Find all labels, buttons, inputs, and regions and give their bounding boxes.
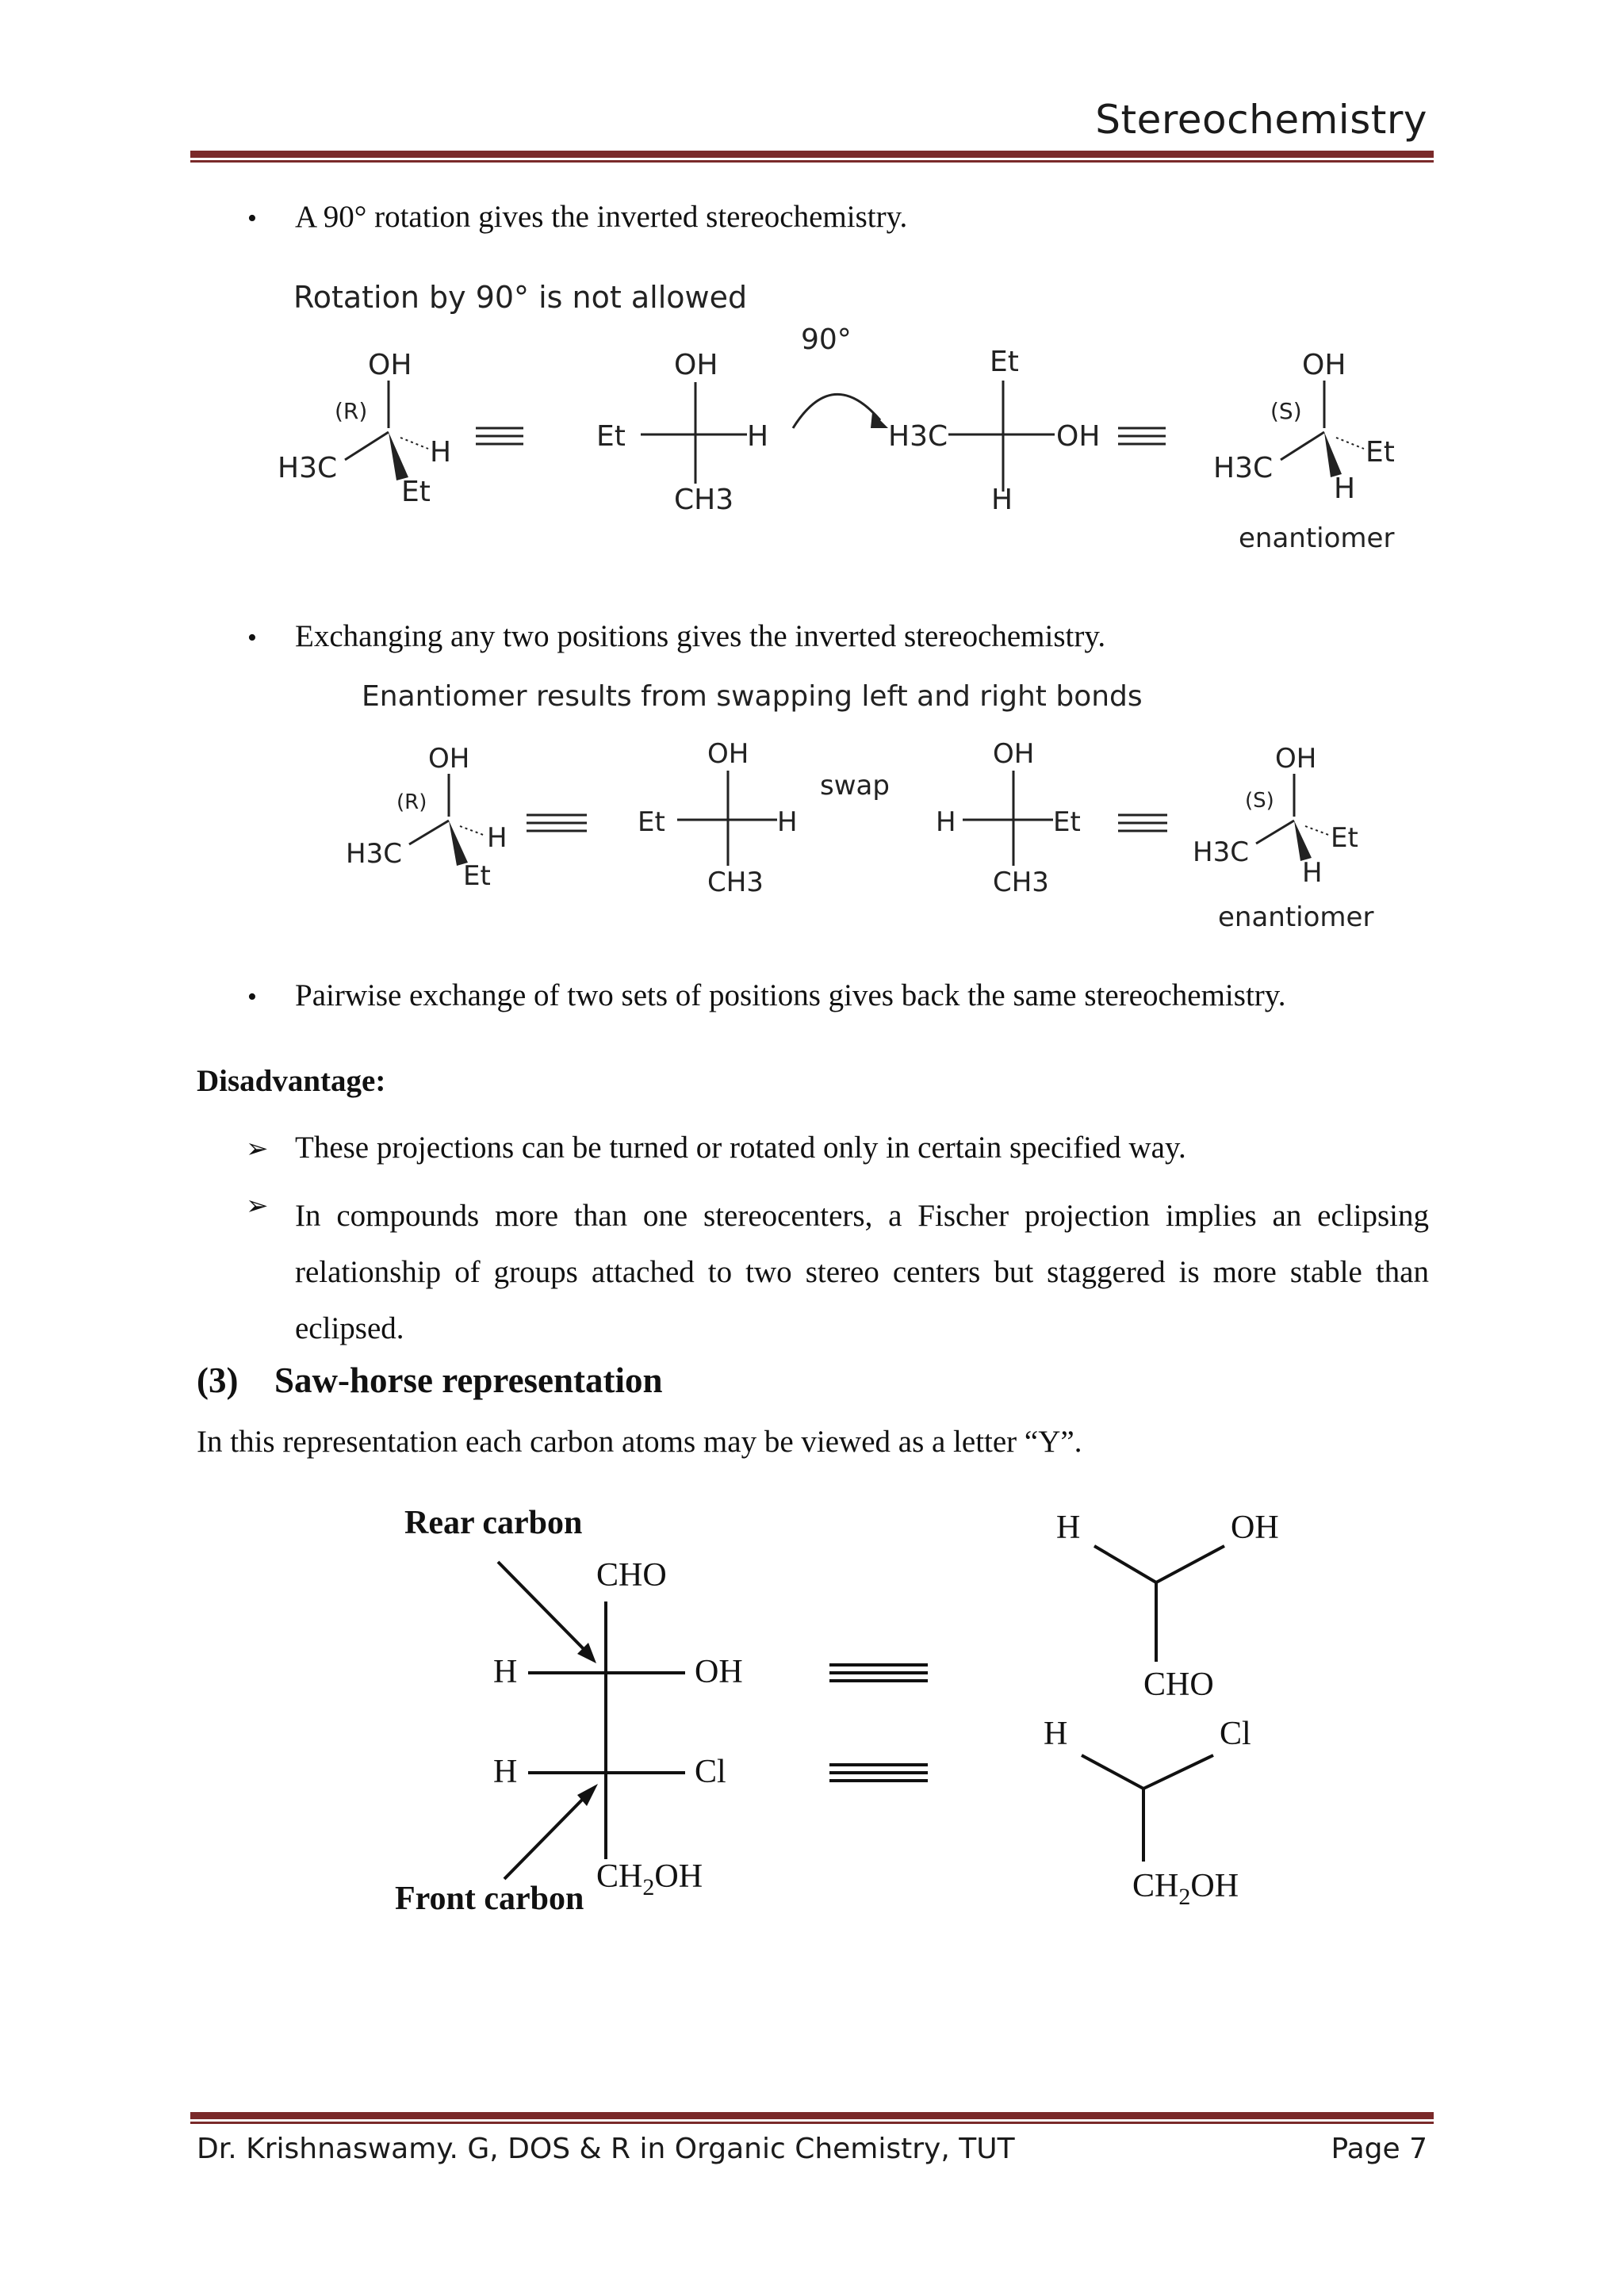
svg-text:H: H	[493, 1654, 518, 1690]
disadvantage-heading: Disadvantage:	[197, 1064, 386, 1098]
arrow-bullet-icon: ➢	[246, 1135, 269, 1164]
svg-text:OH: OH	[993, 738, 1035, 770]
svg-text:H: H	[747, 420, 769, 453]
svg-text:Et: Et	[596, 420, 626, 453]
svg-text:H: H	[777, 806, 798, 838]
equivalence-1	[476, 428, 523, 444]
wedge-molecule-s-2	[1193, 743, 1373, 933]
figure2-caption: Enantiomer results from swapping left and right bonds	[362, 680, 1143, 713]
svg-text:H: H	[487, 822, 508, 854]
section-title: Saw-horse representation	[274, 1360, 663, 1400]
svg-text:H: H	[1056, 1510, 1081, 1546]
sawhorse-bonds	[498, 1562, 685, 1879]
wedge-molecule-r-2	[346, 743, 508, 892]
svg-text:Et: Et	[463, 860, 491, 892]
svg-text:OH: OH	[1056, 420, 1101, 453]
wedge-molecule-r	[278, 349, 451, 508]
svg-text:OH: OH	[1302, 349, 1346, 381]
fischer-2	[888, 346, 1100, 516]
newman-y-bonds	[1082, 1546, 1224, 1862]
svg-text:Et: Et	[1053, 806, 1081, 838]
svg-text:OH: OH	[707, 738, 749, 770]
svg-text:(R): (R)	[335, 398, 368, 424]
svg-text:OH: OH	[1275, 743, 1317, 775]
swap-label: swap	[820, 770, 890, 802]
bullet-text-exchange: Exchanging any two positions gives the inverted stereochemistry.	[295, 619, 1106, 653]
front-carbon-label: Front carbon	[395, 1881, 584, 1917]
svg-text:H: H	[493, 1754, 518, 1790]
equivalence-5	[829, 1665, 928, 1781]
svg-text:H3C: H3C	[346, 838, 402, 870]
svg-text:OH: OH	[1231, 1510, 1279, 1546]
bullet-text-pairwise: Pairwise exchange of two sets of positions gives back the same stereochemistry.	[295, 978, 1286, 1012]
figure-rotation-90	[262, 270, 1411, 563]
svg-text:H3C: H3C	[1193, 836, 1249, 868]
svg-text:H3C: H3C	[278, 452, 338, 484]
header-rule	[190, 151, 1434, 163]
svg-text:H: H	[1302, 857, 1323, 889]
rotation-arrow	[793, 323, 888, 428]
svg-text:CHO: CHO	[1143, 1667, 1214, 1703]
fischer-1	[596, 349, 768, 516]
svg-text:(R): (R)	[396, 790, 427, 814]
enantiomer-label-1: enantiomer	[1239, 522, 1395, 554]
svg-text:90°: 90°	[801, 323, 852, 356]
svg-text:H3C: H3C	[1213, 452, 1274, 484]
disadvantage-item-1: These projections can be turned or rotated only in certain specified way.	[295, 1131, 1186, 1165]
svg-text:OH: OH	[368, 349, 412, 381]
bullet-marker: •	[247, 204, 257, 233]
section-intro: In this representation each carbon atoms may be viewed as a letter “Y”.	[197, 1425, 1082, 1459]
svg-text:(S): (S)	[1245, 789, 1274, 813]
equivalence-3	[527, 815, 587, 831]
svg-text:H: H	[1044, 1716, 1068, 1752]
svg-text:Et: Et	[1331, 822, 1358, 854]
fischer-3	[638, 738, 798, 898]
svg-text:(S): (S)	[1270, 398, 1302, 424]
footer-rule	[190, 2112, 1434, 2124]
bullet-marker: •	[247, 623, 257, 652]
arrow-bullet-icon: ➢	[246, 1192, 269, 1221]
equivalence-4	[1118, 815, 1167, 831]
svg-text:Cl: Cl	[1220, 1716, 1251, 1752]
figure-sawhorse	[381, 1498, 1332, 1942]
figure1-caption: Rotation by 90° is not allowed	[293, 280, 748, 315]
disadvantage-item-2: In compounds more than one stereocenters, a Fischer projection implies an eclipsing relationship of groups attached to two stereo centers but staggered is more stable than eclipsed.	[295, 1199, 1429, 1345]
wedge-molecule-s	[1213, 349, 1395, 554]
svg-text:H3C: H3C	[888, 420, 948, 453]
svg-text:CH3: CH3	[674, 484, 734, 516]
svg-text:CH2OH: $CH_2OH$	[1132, 1868, 1239, 1910]
svg-text:CH3: CH3	[993, 867, 1049, 898]
svg-text:H: H	[430, 436, 452, 469]
running-header-title: Stereochemistry	[1095, 97, 1427, 143]
page-number: Page 7	[1331, 2133, 1427, 2165]
svg-text:Et: Et	[990, 346, 1019, 378]
svg-text:CH2OH: $CH_2OH$	[596, 1858, 703, 1900]
svg-text:OH: OH	[674, 349, 718, 381]
svg-text:CHO: CHO	[596, 1557, 667, 1594]
svg-text:Cl: Cl	[695, 1754, 726, 1790]
enantiomer-label-2: enantiomer	[1218, 901, 1374, 933]
svg-text:H: H	[991, 484, 1013, 516]
svg-text:Et: Et	[638, 806, 665, 838]
bullet-text-rotation: A 90° rotation gives the inverted stereochemistry.	[295, 200, 908, 234]
svg-text:CH3: CH3	[707, 867, 764, 898]
section-number: (3)	[197, 1360, 239, 1400]
bullet-marker: •	[247, 982, 257, 1012]
figure-swap	[317, 674, 1396, 936]
svg-text:H: H	[1334, 473, 1356, 505]
svg-text:H: H	[936, 806, 956, 838]
svg-text:Et: Et	[401, 476, 431, 508]
equivalence-2	[1118, 428, 1166, 444]
footer-author: Dr. Krishnaswamy. G, DOS & R in Organic Chemistry, TUT	[197, 2133, 1015, 2165]
rear-carbon-label: Rear carbon	[404, 1505, 583, 1541]
svg-text:Et: Et	[1365, 436, 1395, 469]
svg-text:OH: OH	[695, 1654, 743, 1690]
fischer-4	[936, 738, 1081, 898]
svg-text:OH: OH	[428, 743, 470, 775]
